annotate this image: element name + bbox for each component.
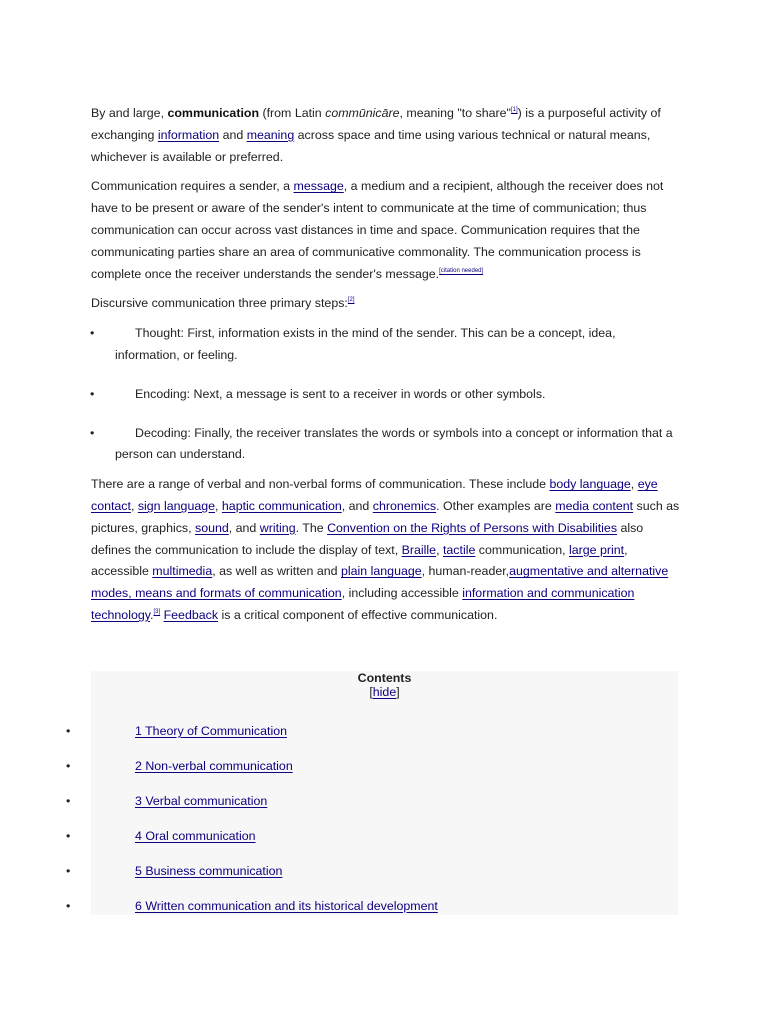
toc-link-theory[interactable]: 1 Theory of Communication [135,724,287,738]
steps-intro [91,293,681,315]
text: . [150,607,154,622]
toc-title: Contents [357,671,412,685]
bracket: ] [396,685,400,699]
text: , as well as written and [212,564,342,579]
text: , [436,542,443,557]
bullet-icon: • [66,899,71,913]
text: , accessible [91,542,628,579]
bracket: [ [369,685,373,699]
ict-link[interactable]: information and communication technology [91,586,635,622]
bullet-icon: • [66,759,71,773]
text: By and large, [91,106,168,120]
text: , including accessible [341,586,463,601]
toc-hide-link[interactable]: hide [372,685,397,699]
forms-paragraph [91,474,681,627]
bullet-icon: • [66,829,71,843]
text: ) is a purposeful activity of exchanging [91,106,661,142]
text: Discursive communication three primary steps: [91,296,348,311]
text: also defines the communication to include the display of text, [91,520,644,557]
text: , [630,477,638,492]
latin-term: commūnicāre [325,106,400,120]
toc-link-verbal[interactable]: 3 Verbal communication [135,794,268,808]
steps-list [91,323,681,466]
bullet-icon: • [66,724,71,738]
text: , [215,498,222,513]
sign-language-link[interactable]: sign language [137,498,216,513]
information-link[interactable]: information [157,127,220,142]
table-of-contents [66,671,678,915]
braille-link[interactable]: Braille [401,542,437,557]
text: such as pictures, graphics, [91,498,680,535]
large-print-link[interactable]: large print [569,542,625,557]
citation-needed-link[interactable]: [citation needed] [439,267,484,274]
text: . Other examples are [436,498,556,513]
toc-link-oral[interactable]: 4 Oral communication [135,829,256,843]
list-item [91,423,681,467]
augmentative-modes-link[interactable]: augmentative and alternative modes, means and formats of communication [91,564,669,601]
bold-term: communication [167,106,260,120]
bullet-icon: • [66,864,71,878]
media-content-link[interactable]: media content [555,498,634,513]
bullet-icon: • [90,425,95,440]
text: , and [341,498,373,513]
article-body [91,103,681,635]
text: across space and time using various technical or natural means, whichever is available or preferred. [91,127,651,164]
feedback-link[interactable]: Feedback [163,607,219,622]
citation-link[interactable]: [3] [153,608,161,615]
message-link[interactable]: message [293,179,344,194]
sender-paragraph [91,176,681,285]
step-text: Encoding: Next, a message is sent to a receiver in words or other symbols. [135,386,546,401]
toc-link-business[interactable]: 5 Business communication [135,864,283,878]
text: , and [228,520,260,535]
text: There are a range of verbal and non-verbal forms of communication. These include [91,477,550,492]
intro-paragraph [91,103,681,168]
citation-link[interactable]: [2] [347,297,355,304]
text: , meaning "to share" [399,106,511,120]
haptic-communication-link[interactable]: haptic communication [221,498,342,513]
writing-link[interactable]: writing [259,520,296,535]
sound-link[interactable]: sound [195,520,229,535]
multimedia-link[interactable]: multimedia [152,564,213,579]
meaning-link[interactable]: meaning [246,127,295,142]
tactile-link[interactable]: tactile [442,542,476,557]
text: , [130,498,138,513]
bullet-icon: • [90,326,95,341]
bullet-icon: • [90,386,95,401]
toc-link-non-verbal[interactable]: 2 Non-verbal communication [135,759,293,773]
text: and [219,127,247,142]
step-text: Decoding: Finally, the receiver translates the words or symbols into a concept or information that a person can understand. [115,425,673,462]
text: (from Latin [259,106,326,120]
bullet-icon: • [66,794,71,808]
text: . The [295,520,328,535]
list-item [91,323,681,367]
body-language-link[interactable]: body language [549,477,631,492]
toc-link-written[interactable]: 6 Written communication and its historical development [135,899,438,913]
convention-link[interactable]: Convention on the Rights of Persons with Disabilities [327,520,618,535]
chronemics-link[interactable]: chronemics [372,498,437,513]
toc-toggle [91,686,678,699]
step-text: Thought: First, information exists in the mind of the sender. This can be a concept, idea, information, or feeling. [115,326,616,362]
list-item [91,384,681,406]
text: Communication requires a sender, a [91,179,294,194]
text: , a medium and a recipient, although the receiver does not have to be present or aware of the sender's intent to communicate at the time of communication; thus communication can occur across vast distances in time and space. Communication requires that the communicating parties share an area of communicative commonality. The communication process is complete once the receiver understands the sender's message. [91,179,664,281]
citation-link[interactable]: [1] [510,107,518,113]
eye-contact-link[interactable]: eye contact [91,477,658,513]
plain-language-link[interactable]: plain language [341,564,422,579]
text: , human-reader, [421,564,510,579]
text: communication, [475,542,569,557]
text: is a critical component of effective communication. [218,607,498,622]
